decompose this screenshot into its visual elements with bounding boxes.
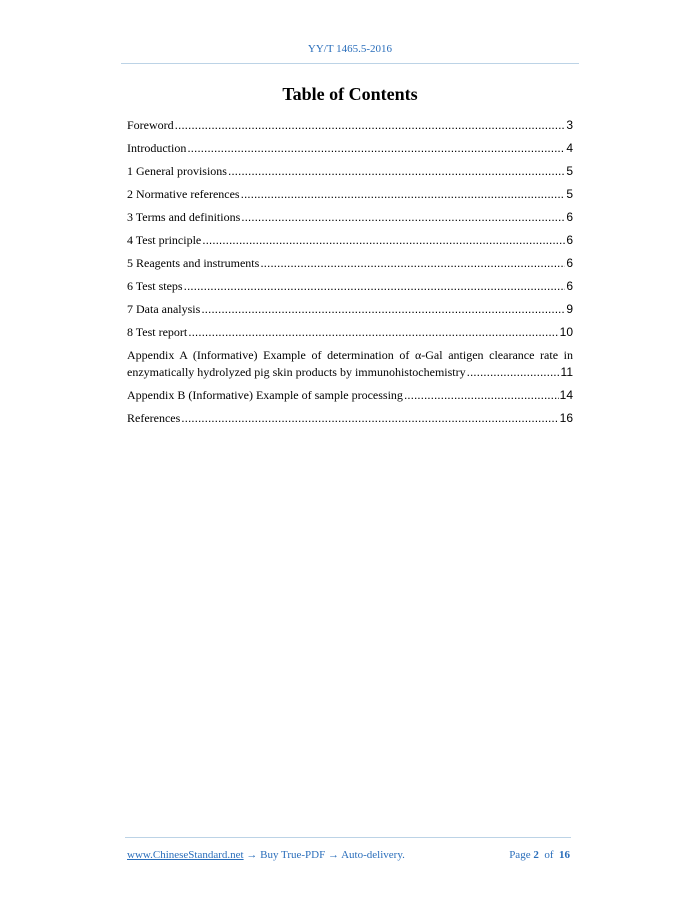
toc-entry-references[interactable] (127, 410, 573, 427)
toc-entry-data-analysis[interactable] (127, 301, 573, 318)
page-footer (127, 849, 570, 861)
footer-promo-text: → Buy True-PDF → Auto-delivery. (243, 849, 405, 861)
table-of-contents (127, 117, 573, 433)
toc-entry-title: Appendix B (Informative) Example of sample processing (127, 388, 403, 402)
toc-entry-reagents-instruments[interactable] (127, 255, 573, 272)
toc-entry-title: 7 Data analysis (127, 302, 201, 316)
document-code: YY/T 1465.5-2016 (307, 43, 393, 55)
dot-leader (241, 209, 565, 226)
toc-entry-page: 10 (559, 325, 573, 339)
toc-entry-page: 6 (566, 233, 573, 247)
toc-entry-title: 5 Reagents and instruments (127, 256, 260, 270)
page-of: of (544, 849, 554, 861)
dot-leader (181, 410, 558, 427)
toc-entry-foreword[interactable] (127, 117, 573, 134)
toc-entry-page: 16 (559, 411, 573, 425)
toc-entry-page: 6 (566, 210, 573, 224)
toc-entry-page: 14 (559, 388, 573, 402)
dot-leader (404, 387, 559, 404)
toc-entry-title: Foreword (127, 118, 174, 132)
toc-entry-page: 4 (566, 141, 573, 155)
toc-entry-page: 6 (566, 279, 573, 293)
toc-entry-page: 6 (566, 256, 573, 270)
toc-entry-title-line1: Appendix A (Informative) Example of determination of α-Gal antigen clearance rate in (127, 348, 573, 362)
toc-entry-test-principle[interactable] (127, 232, 573, 249)
footer-promo (127, 849, 405, 861)
site-link[interactable]: www.ChineseStandard.net (127, 849, 244, 861)
toc-entry-terms-definitions[interactable] (127, 209, 573, 226)
dot-leader (175, 117, 566, 134)
toc-entry-appendix-b[interactable] (127, 387, 573, 404)
toc-entry-page: 11 (560, 365, 573, 379)
toc-entry-appendix-a[interactable] (127, 347, 573, 381)
page-current: 2 (533, 849, 539, 861)
dot-leader (228, 163, 565, 180)
toc-entry-title: 2 Normative references (127, 187, 240, 201)
toc-entry-page: 5 (566, 187, 573, 201)
dot-leader (260, 255, 565, 272)
toc-entry-title: References (127, 411, 181, 425)
dot-leader (201, 301, 565, 318)
toc-entry-title: 4 Test principle (127, 233, 202, 247)
toc-entry-title: 6 Test steps (127, 279, 183, 293)
toc-entry-general-provisions[interactable] (127, 163, 573, 180)
toc-entry-introduction[interactable] (127, 140, 573, 157)
toc-entry-page: 9 (566, 302, 573, 316)
toc-entry-test-report[interactable] (127, 324, 573, 341)
toc-entry-line2 (127, 364, 573, 381)
toc-entry-page: 5 (566, 164, 573, 178)
dot-leader (241, 186, 566, 203)
toc-entry-title: 3 Terms and definitions (127, 210, 241, 224)
dot-leader (188, 324, 558, 341)
toc-entry-test-steps[interactable] (127, 278, 573, 295)
dot-leader (187, 140, 565, 157)
dot-leader (202, 232, 565, 249)
toc-entry-normative-references[interactable] (127, 186, 573, 203)
toc-entry-title: 8 Test report (127, 325, 188, 339)
toc-entry-title: Introduction (127, 141, 187, 155)
toc-entry-page: 3 (566, 118, 573, 132)
dot-leader (184, 278, 566, 295)
page-label: Page (509, 849, 531, 861)
page-number (509, 849, 570, 861)
toc-entry-title-line2: enzymatically hydrolyzed pig skin products by immunohistochemistry (127, 365, 466, 379)
dot-leader (467, 364, 560, 381)
toc-entry-title: 1 General provisions (127, 164, 227, 178)
page-title: Table of Contents (282, 84, 418, 104)
header-divider (121, 63, 579, 64)
page-total: 16 (559, 849, 570, 861)
footer-divider (125, 837, 571, 838)
